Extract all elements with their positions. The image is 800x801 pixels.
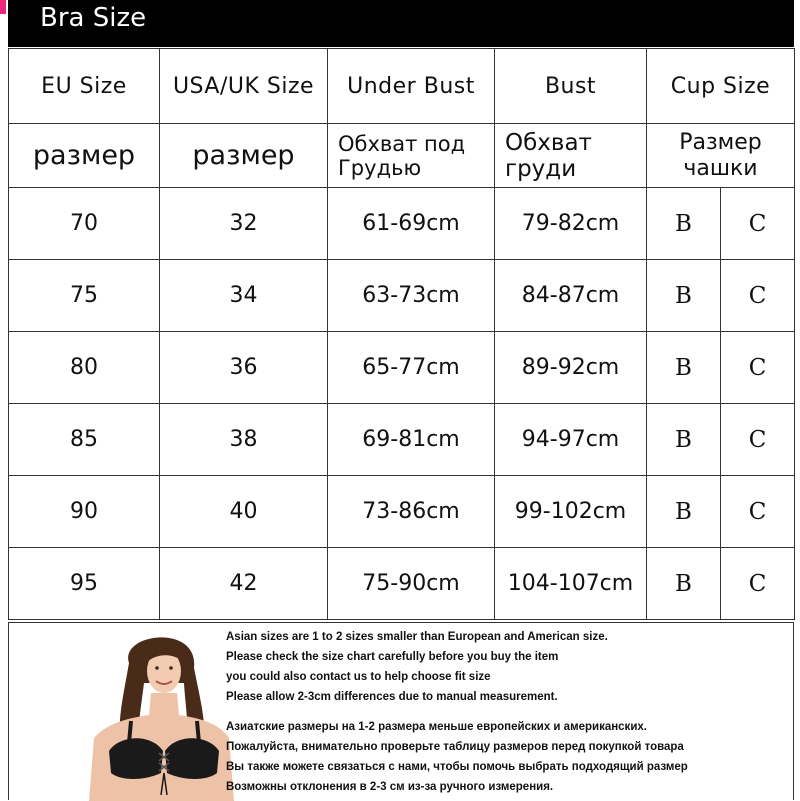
col-header-bust: Bust	[495, 49, 647, 124]
cell-cup-b: B	[647, 548, 721, 620]
col-header-eu: EU Size	[9, 49, 160, 124]
col-header-underbust: Under Bust	[328, 49, 495, 124]
cell-bust: 104-107cm	[495, 548, 647, 620]
cell-eu: 70	[9, 188, 160, 260]
table-row	[9, 260, 795, 332]
col-header-ru-cup-text: Размер чашки	[679, 129, 762, 181]
cell-eu: 75	[9, 260, 160, 332]
cell-underbust: 69-81cm	[328, 404, 495, 476]
col-header-ru-bust-text: Обхват груди	[505, 129, 592, 182]
note-ru-2: Пожалуйста, внимательно проверьте таблицу размеров перед покупкой товара	[226, 741, 684, 753]
cell-cup-b: B	[647, 188, 721, 260]
size-table	[8, 48, 795, 620]
cell-eu: 90	[9, 476, 160, 548]
header-row-en	[9, 49, 795, 124]
cell-cup-c: C	[721, 332, 795, 404]
col-header-ru-underbust-text: Обхват под Грудью	[338, 131, 466, 180]
cell-cup-b: B	[647, 260, 721, 332]
cell-bust: 89-92cm	[495, 332, 647, 404]
cell-eu: 95	[9, 548, 160, 620]
size-notes-panel	[8, 622, 794, 800]
note-ru-3: Вы также можете связаться с нами, чтобы помочь выбрать подходящий размер	[226, 761, 688, 773]
col-header-ru-usuk: размер	[160, 124, 328, 188]
cell-underbust: 75-90cm	[328, 548, 495, 620]
cell-cup-c: C	[721, 476, 795, 548]
cell-usuk: 34	[160, 260, 328, 332]
cell-cup-b: B	[647, 332, 721, 404]
cell-usuk: 32	[160, 188, 328, 260]
cell-usuk: 36	[160, 332, 328, 404]
table-row	[9, 548, 795, 620]
cell-usuk: 42	[160, 548, 328, 620]
cell-eu: 80	[9, 332, 160, 404]
cell-bust: 99-102cm	[495, 476, 647, 548]
cell-bust: 79-82cm	[495, 188, 647, 260]
cell-cup-c: C	[721, 404, 795, 476]
cell-cup-c: C	[721, 260, 795, 332]
cell-eu: 85	[9, 404, 160, 476]
col-header-ru-bust	[495, 124, 647, 188]
cell-underbust: 63-73cm	[328, 260, 495, 332]
cell-usuk: 40	[160, 476, 328, 548]
cell-underbust: 73-86cm	[328, 476, 495, 548]
note-en-2: Please check the size chart carefully before you buy the item	[226, 651, 559, 663]
cell-cup-c: C	[721, 188, 795, 260]
col-header-cup: Cup Size	[647, 49, 795, 124]
note-en-3: you could also contact us to help choose fit size	[226, 671, 491, 683]
cell-bust: 94-97cm	[495, 404, 647, 476]
table-row	[9, 188, 795, 260]
table-row	[9, 332, 795, 404]
col-header-ru-eu: размер	[9, 124, 160, 188]
table-row	[9, 404, 795, 476]
size-notes	[226, 627, 786, 797]
col-header-ru-cup	[647, 124, 795, 188]
col-header-usuk: USA/UK Size	[160, 49, 328, 124]
cell-usuk: 38	[160, 404, 328, 476]
header-row-ru	[9, 124, 795, 188]
cell-cup-b: B	[647, 476, 721, 548]
cell-cup-b: B	[647, 404, 721, 476]
note-en-1: Asian sizes are 1 to 2 sizes smaller than European and American size.	[226, 631, 608, 643]
cell-bust: 84-87cm	[495, 260, 647, 332]
header-bar	[8, 0, 794, 47]
cell-cup-c: C	[721, 548, 795, 620]
model-photo	[89, 623, 234, 801]
cell-underbust: 61-69cm	[328, 188, 495, 260]
cell-underbust: 65-77cm	[328, 332, 495, 404]
note-en-4: Please allow 2-3cm differences due to manual measurement.	[226, 691, 558, 703]
pink-accent-tab	[0, 0, 6, 14]
table-row	[9, 476, 795, 548]
note-ru-4: Возможны отклонения в 2-3 см из-за ручного измерения.	[226, 781, 554, 793]
note-ru-1: Азиатские размеры на 1-2 размера меньше европейских и американских.	[226, 721, 647, 733]
col-header-ru-underbust	[328, 124, 495, 188]
page-title: Bra Size	[40, 3, 147, 33]
